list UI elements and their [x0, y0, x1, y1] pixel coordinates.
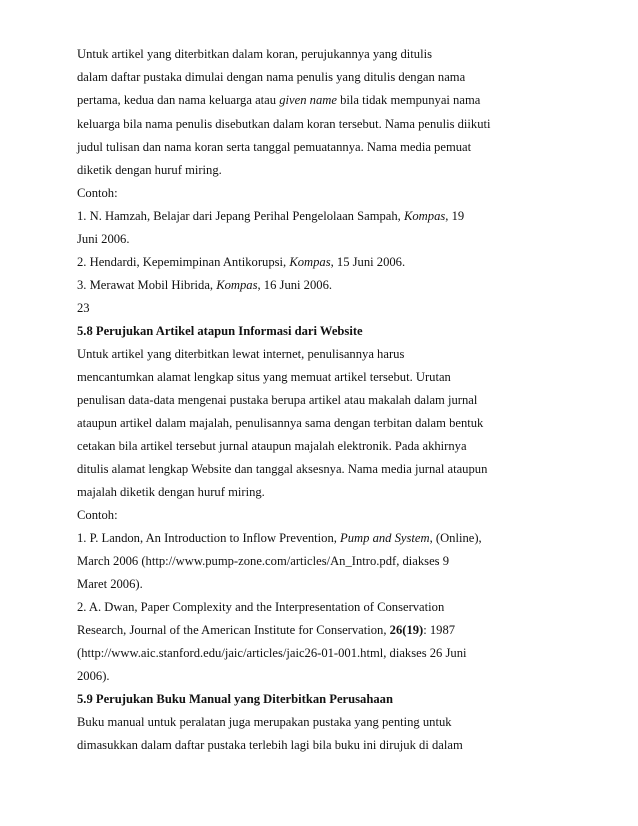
italic-term: given name [279, 93, 337, 107]
text-segment: (http://www.aic.stanford.edu/jaic/articles/jaic26-01-001.html, diakses 26 Juni [77, 646, 467, 660]
text-segment: , (Online), [429, 531, 482, 545]
paragraph-line [77, 484, 265, 500]
italic-media-name: Kompas [216, 278, 258, 292]
text-segment: Research, Journal of the American Institute for Conservation, [77, 623, 390, 637]
text-segment: Untuk artikel yang diterbitkan lewat internet, penulisannya harus [77, 347, 405, 361]
reference-entry [77, 645, 467, 661]
italic-media-name: Pump and System [340, 531, 430, 545]
italic-media-name: Kompas [403, 209, 446, 223]
italic-media-name: Kompas [289, 255, 331, 269]
text-segment: 2. A. Dwan, Paper Complexity and the Interpresentation of Conservation [77, 600, 445, 614]
text-segment: mencantumkan alamat lengkap situs yang memuat artikel tersebut. Urutan [77, 370, 451, 384]
text-segment: 23 [77, 301, 90, 315]
reference-entry [77, 530, 482, 546]
text-segment: Buku manual untuk peralatan juga merupakan pustaka yang penting untuk [77, 715, 452, 729]
text-segment: 1. N. Hamzah, Belajar dari Jepang Perihal Pengelolaan Sampah, [77, 209, 404, 223]
reference-entry [77, 231, 129, 247]
text-segment: Contoh: [77, 186, 118, 200]
example-label [77, 507, 118, 523]
paragraph-line [77, 139, 471, 155]
paragraph-line [77, 346, 404, 362]
text-segment: ataupun artikel dalam majalah, penulisannya sama dengan terbitan dalam bentuk [77, 416, 484, 430]
paragraph-line [77, 392, 477, 408]
paragraph-line [77, 438, 467, 454]
paragraph-line [77, 369, 451, 385]
text-segment: bila tidak mempunyai nama [336, 93, 481, 107]
text-segment: cetakan bila artikel tersebut jurnal ataupun majalah elektronik. Pada akhirnya [77, 439, 467, 453]
bold-volume: 26(19) [389, 623, 424, 637]
paragraph-line [77, 116, 491, 132]
text-segment: 5.9 Perujukan Buku Manual yang Diterbitkan Perusahaan [77, 692, 393, 706]
text-segment: 1. P. Landon, An Introduction to Inflow Prevention, [77, 531, 341, 545]
text-segment: Juni 2006. [77, 232, 130, 246]
text-segment: dimasukkan dalam daftar pustaka terlebih lagi bila buku ini dirujuk di dalam [77, 738, 463, 752]
text-segment: penulisan data-data mengenai pustaka berupa artikel atau makalah dalam jurnal [77, 393, 478, 407]
example-label [77, 185, 118, 201]
text-segment: 5.8 Perujukan Artikel atapun Informasi dari Website [77, 324, 363, 338]
reference-entry [77, 599, 444, 615]
text-segment: : 1987 [423, 623, 456, 637]
text-segment: judul tulisan dan nama koran serta tanggal pemuatannya. Nama media pemuat [77, 140, 472, 154]
reference-entry [77, 553, 449, 569]
text-segment: Untuk artikel yang diterbitkan dalam koran, perujukannya yang ditulis [77, 47, 432, 61]
text-segment: March 2006 (http://www.pump-zone.com/articles/An_Intro.pdf, diakses 9 [77, 554, 450, 568]
section-heading [77, 323, 363, 339]
text-segment: keluarga bila nama penulis disebutkan dalam koran tersebut. Nama penulis diikuti [77, 117, 491, 131]
text-segment: 3. Merawat Mobil Hibrida, [77, 278, 217, 292]
text-segment: diketik dengan huruf miring. [77, 163, 222, 177]
paragraph-line [77, 461, 487, 477]
paragraph-line [77, 415, 483, 431]
text-segment: , 19 [445, 209, 465, 223]
text-segment: ditulis alamat lengkap Website dan tanggal aksesnya. Nama media jurnal ataupun [77, 462, 488, 476]
text-segment: , 15 Juni 2006. [330, 255, 406, 269]
paragraph-line [77, 69, 465, 85]
reference-entry [77, 668, 110, 684]
text-segment: pertama, kedua dan nama keluarga atau [77, 93, 280, 107]
reference-entry [77, 277, 332, 293]
reference-entry [77, 208, 464, 224]
paragraph-line [77, 162, 222, 178]
text-segment: Contoh: [77, 508, 118, 522]
text-segment: majalah diketik dengan huruf miring. [77, 485, 265, 499]
text-segment: , 16 Juni 2006. [257, 278, 333, 292]
section-heading [77, 691, 393, 707]
reference-entry [77, 576, 143, 592]
reference-entry [77, 254, 405, 270]
text-segment: 2006). [77, 669, 110, 683]
paragraph-line [77, 714, 452, 730]
reference-entry [77, 622, 455, 638]
paragraph-line [77, 92, 480, 108]
paragraph-line [77, 737, 463, 753]
page-number [77, 300, 90, 316]
paragraph-line [77, 46, 432, 62]
text-segment: 2. Hendardi, Kepemimpinan Antikorupsi, [77, 255, 290, 269]
text-segment: Maret 2006). [77, 577, 143, 591]
text-segment: dalam daftar pustaka dimulai dengan nama penulis yang ditulis dengan nama [77, 70, 466, 84]
